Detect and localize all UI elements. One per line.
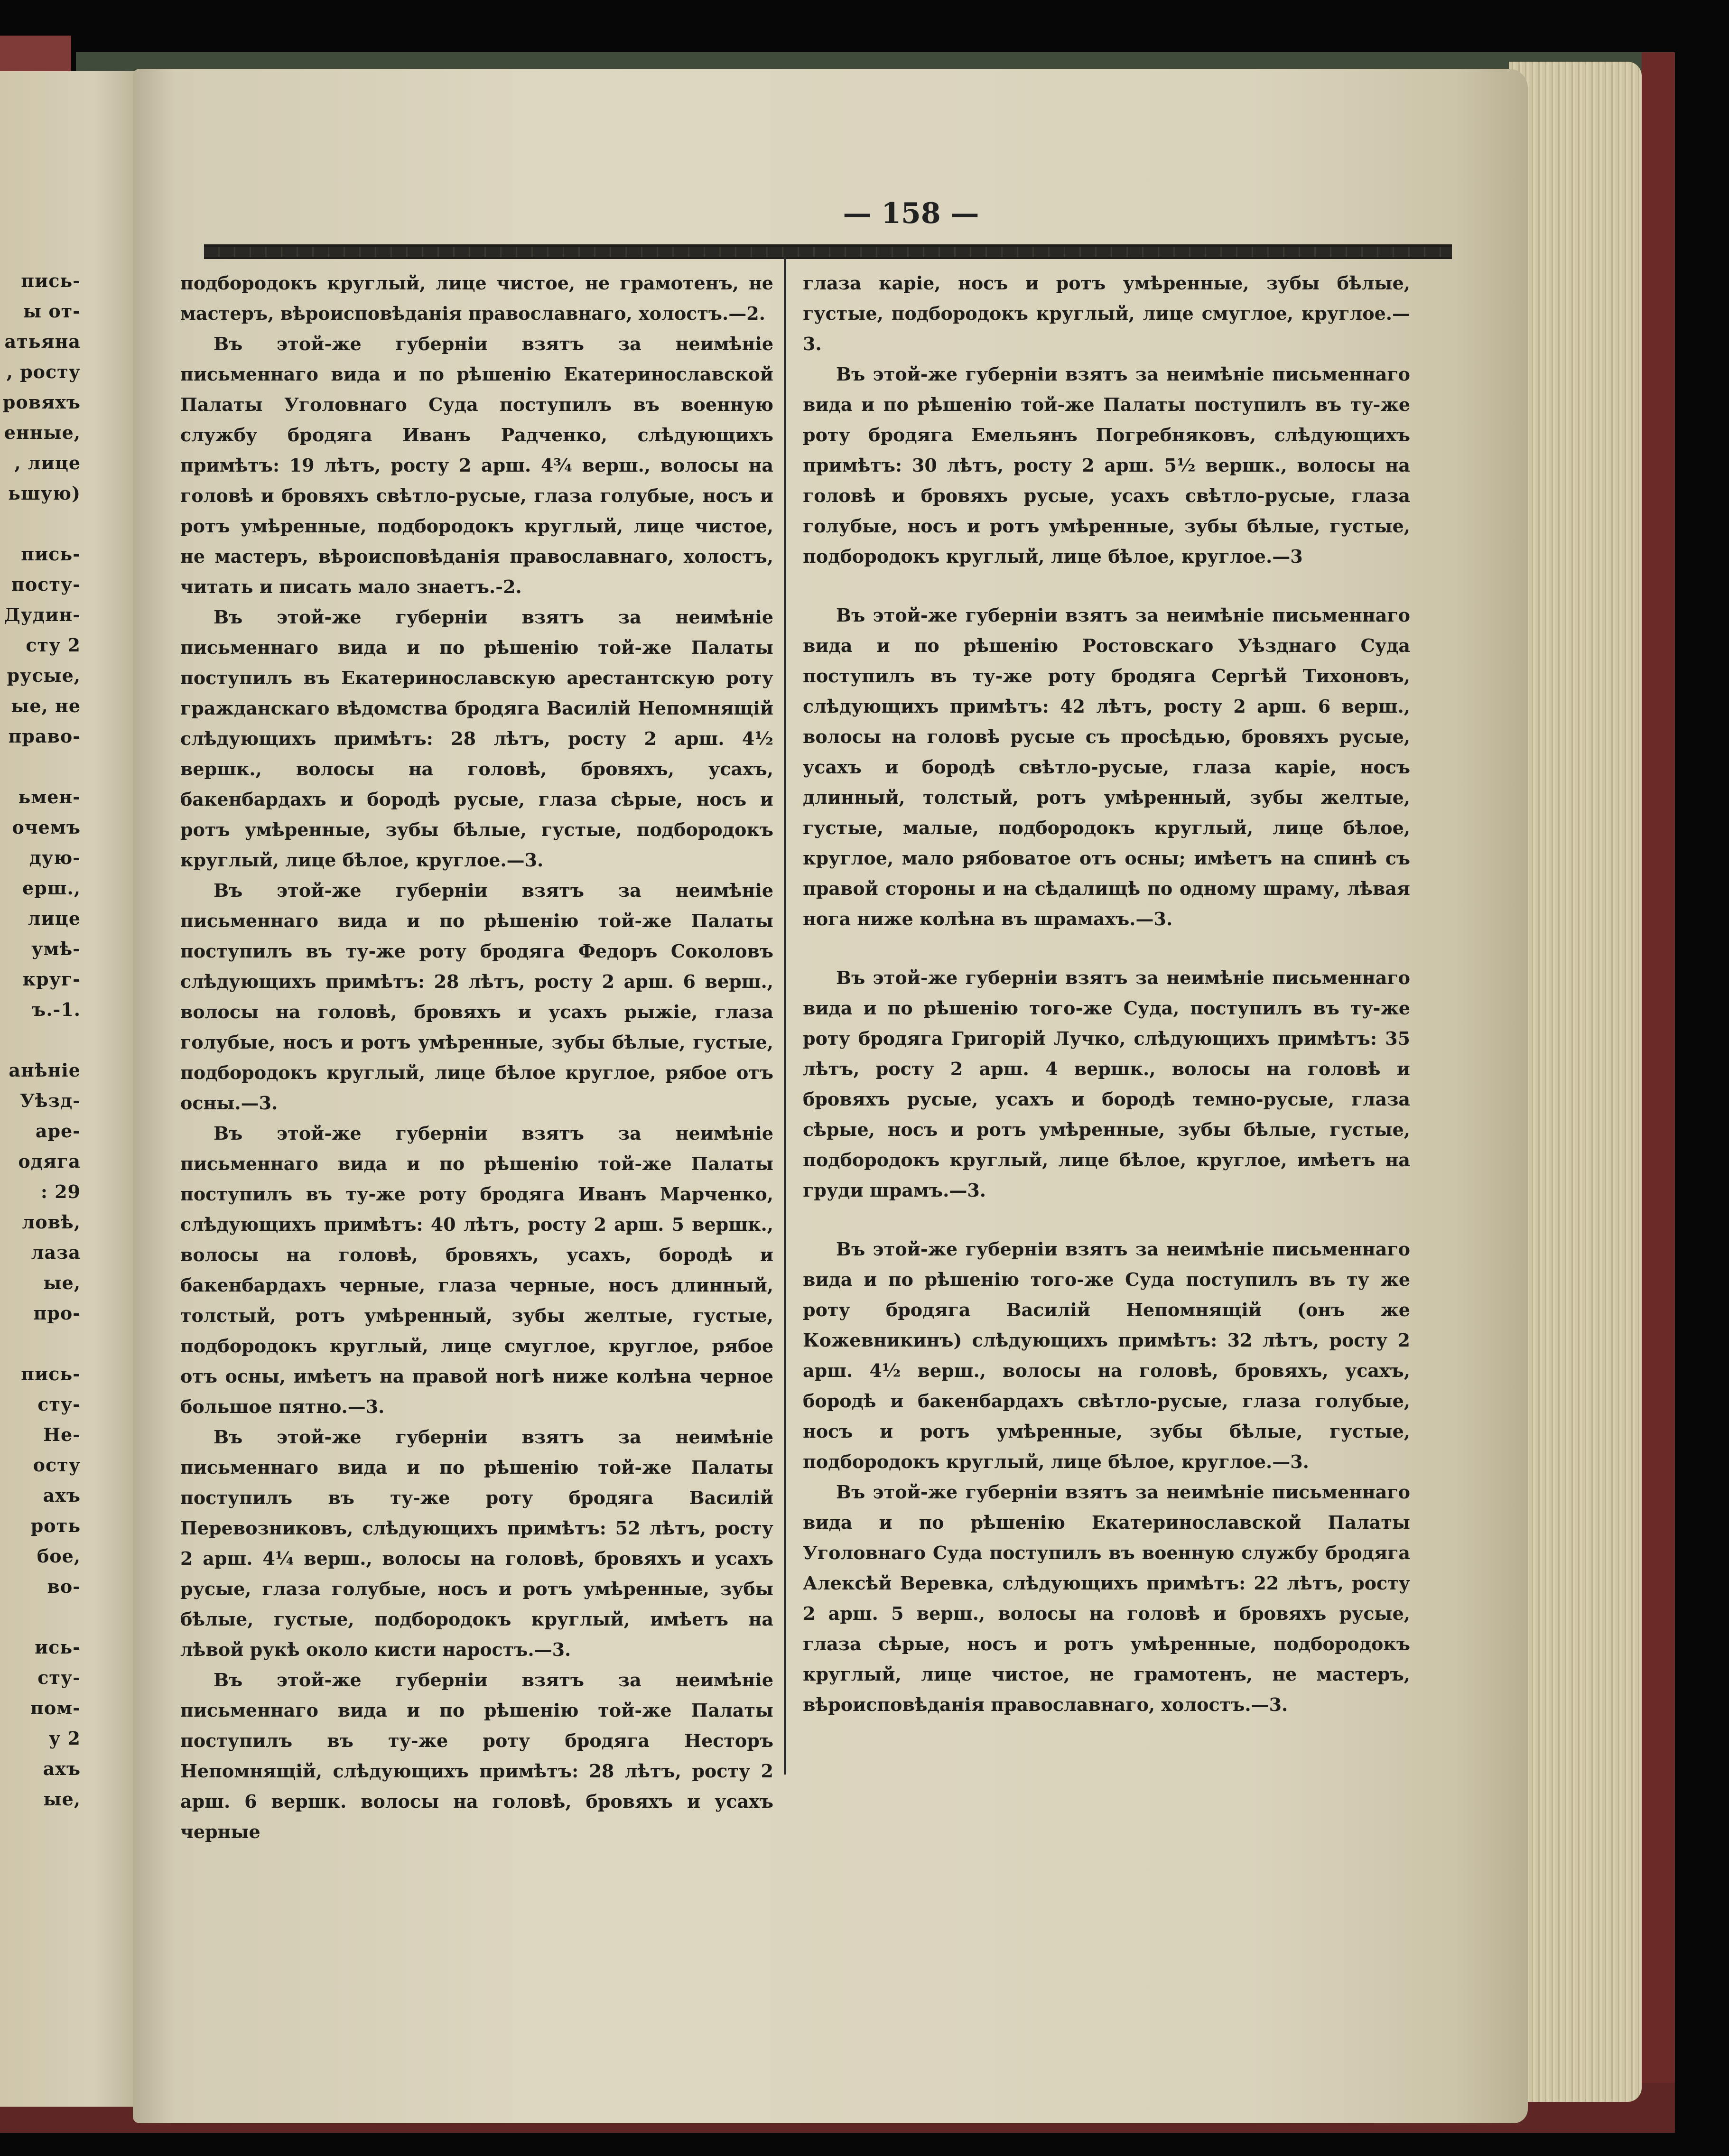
paragraph: Въ этой-же губерніи взятъ за неимѣніе письменнаго вида и по рѣшенію того-же Суда поступилъ въ ту же роту бродяга Василій Непомнящій (онъ же Кожевникинъ) слѣдующихъ примѣтъ: 32 лѣтъ, росту 2 арш. 4½ верш., волосы на головѣ, бровяхъ, усахъ, бородѣ и бакенбардахъ свѣтло-русые, глаза голубые, носъ и ротъ умѣренные, зубы бѣлые, густые, подбородокъ круглый, лице бѣлое, круглое.—3. xyxy=(803,1238,1410,1472)
paragraph: Въ этой-же губерніи взятъ за неимѣніе письменнаго вида и по рѣшенію того-же Суда, поступилъ въ ту-же роту бродяга Григорій Лучко, слѣдующихъ примѣтъ: 35 лѣтъ, росту 2 арш. 4 вершк., волосы на головѣ и бровяхъ русые, усахъ и бородѣ темно-русые, глаза сѣрые, носъ и ротъ умѣренные, зубы бѣлые, густые, подбородокъ круглый, лице бѣлое, круглое, имѣетъ на груди шрамъ.—3. xyxy=(803,967,1410,1201)
fragment-line: ые, xyxy=(43,1272,81,1293)
fragment-line: анѣніе xyxy=(9,1059,81,1081)
fragment-line: посту- xyxy=(11,574,81,595)
fragment-line: лице xyxy=(28,908,81,929)
fragment-line: круг- xyxy=(22,968,81,990)
column-divider xyxy=(784,256,786,1775)
fragment-line: аре- xyxy=(35,1120,81,1142)
fragment-line: енные, xyxy=(4,422,81,443)
fragment-line: , лице xyxy=(14,452,81,474)
paragraph: Въ этой-же губерніи взятъ за неимѣніе письменнаго вида и по рѣшенію той-же Палаты поступилъ въ ту-же роту бродяга Иванъ Марченко, слѣдующихъ примѣтъ: 40 лѣтъ, росту 2 арш. 5 вершк., волосы на головѣ, бровяхъ, усахъ, бородѣ и бакенбардахъ черные, глаза черные, носъ длинный, толстый, ротъ умѣренный, зубы желтые, густые, подбородокъ круглый, лице смуглое, круглое, рябое отъ осны, имѣетъ на правой ногѣ ниже колѣна черное большое пятно.—3. xyxy=(180,1123,773,1417)
left-page-text-fragment xyxy=(0,266,81,1814)
fragment-line: Дудин- xyxy=(4,604,81,625)
fragment-line: умѣ- xyxy=(31,938,81,959)
page-stack-edges xyxy=(1509,62,1642,2102)
paragraph-gap xyxy=(803,934,1410,963)
text-column-left xyxy=(180,268,773,1847)
fragment-gap xyxy=(0,1602,81,1632)
fragment-line: атьяна xyxy=(4,331,81,352)
fragment-line: лаза xyxy=(31,1242,81,1263)
fragment-line: ерш., xyxy=(22,877,81,899)
paragraph: Въ этой-же губерніи взятъ за неимѣніе письменнаго вида и по рѣшенію Екатеринославской Палаты Уголовнаго Суда поступилъ въ военную службу бродяга Иванъ Радченко, слѣдующихъ примѣтъ: 19 лѣтъ, росту 2 арш. 4¾ верш., волосы на головѣ и бровяхъ свѣтло-русые, глаза голубые, носъ и ротъ умѣренные, подбородокъ круглый, лице чистое, не мастеръ, вѣроисповѣданія православнаго, холостъ, читать и писать мало знаетъ.-2. xyxy=(180,333,773,597)
fragment-line: пом- xyxy=(30,1697,81,1719)
paragraph-gap xyxy=(803,572,1410,600)
fragment-line: пись- xyxy=(21,1363,81,1385)
fragment-line: право- xyxy=(8,725,81,747)
fragment-line: осту xyxy=(33,1454,81,1476)
fragment-line: ловѣ, xyxy=(22,1211,81,1233)
fragment-line: , росту xyxy=(6,361,81,382)
fragment-line: одяга xyxy=(18,1151,81,1172)
fragment-line: сту 2 xyxy=(26,634,81,656)
fragment-gap xyxy=(0,1329,81,1359)
paragraph: Въ этой-же губерніи взятъ за неимѣніе письменнаго вида и по рѣшенію той-же Палаты поступилъ въ ту-же роту бродяга Федоръ Соколовъ слѣдующихъ примѣтъ: 28 лѣтъ, росту 2 арш. 6 верш., волосы на головѣ, бровяхъ и усахъ рыжіе, глаза голубые, носъ и ротъ умѣренные, зубы бѣлые, густые, подбородокъ круглый, лице бѣлое круглое, рябое отъ осны.—3. xyxy=(180,880,773,1114)
header-rule xyxy=(204,244,1452,259)
fragment-line: ые, не xyxy=(11,695,81,716)
fragment-line: ы от- xyxy=(23,300,81,322)
paragraph: Въ этой-же губерніи взятъ за неимѣніе письменнаго вида и по рѣшенію Ростовскаго Уѣзднаго Суда поступилъ въ ту-же роту бродяга Сергѣй Тихоновъ, слѣдующихъ примѣтъ: 42 лѣтъ, росту 2 арш. 6 верш., волосы на головѣ русые съ просѣдью, бровяхъ русые, усахъ и бородѣ свѣтло-русые, глаза каріе, носъ длинный, толстый, ротъ умѣренный, зубы желтые, густые, малые, подбородокъ круглый, лице бѣлое, круглое, мало рябоватое отъ осны; имѣетъ на спинѣ съ правой стороны и на сѣдалищѣ по одному шраму, лѣвая нога ниже колѣна въ шрамахъ.—3. xyxy=(803,604,1410,929)
fragment-line: про- xyxy=(33,1302,81,1324)
text-column-right xyxy=(803,268,1410,1720)
fragment-line: у 2 xyxy=(49,1728,81,1749)
fragment-line: ьмен- xyxy=(18,786,81,808)
paragraph-gap xyxy=(803,1206,1410,1234)
paragraph: Въ этой-же губерніи взятъ за неимѣніе письменнаго вида и по рѣшенію Екатеринославской Палаты Уголовнаго Суда поступилъ въ военную службу бродяга Алексѣй Веревка, слѣдующихъ примѣтъ: 22 лѣтъ, росту 2 арш. 5 верш., волосы на головѣ и бровяхъ русые, глаза сѣрые, носъ и ротъ умѣренные, подбородокъ круглый, лице чистое, не грамотенъ, не мастеръ, вѣроисповѣданія православнаго, холостъ.—3. xyxy=(803,1481,1410,1715)
page-number: — 158 — xyxy=(843,197,979,230)
fragment-line: ые, xyxy=(43,1788,81,1810)
fragment-line: Не- xyxy=(43,1424,81,1445)
paragraph: Въ этой-же губерніи взятъ за неимѣніе письменнаго вида и по рѣшенію той-же Палаты поступилъ въ ту-же роту бродяга Емельянъ Погребняковъ, слѣдующихъ примѣтъ: 30 лѣтъ, росту 2 арш. 5½ вершк., волосы на головѣ и бровяхъ русые, усахъ свѣтло-русые, глаза голубые, носъ и ротъ умѣренные, зубы бѣлые, густые, подбородокъ круглый, лице бѣлое, круглое.—3 xyxy=(803,363,1410,567)
fragment-line: дую- xyxy=(29,847,81,868)
fragment-line: ахъ xyxy=(43,1758,81,1779)
continued-paragraph: подбородокъ круглый, лице чистое, не грамотенъ, не мастеръ, вѣроисповѣданія православнаго, холостъ.—2. xyxy=(180,272,773,324)
fragment-line: русые, xyxy=(7,665,81,686)
fragment-line: ьшую) xyxy=(8,483,81,504)
fragment-line: бое, xyxy=(37,1545,81,1567)
fragment-line: ъ.-1. xyxy=(32,999,81,1020)
fragment-line: пись- xyxy=(21,270,81,291)
fragment-line: Уѣзд- xyxy=(20,1090,81,1111)
fragment-line: во- xyxy=(47,1576,81,1597)
fragment-gap xyxy=(0,509,81,539)
fragment-line: сту- xyxy=(37,1394,81,1415)
fragment-line: пись- xyxy=(21,543,81,565)
right-page xyxy=(133,69,1528,2123)
fragment-line: : 29 xyxy=(40,1181,81,1202)
fragment-gap xyxy=(0,752,81,782)
paragraph: Въ этой-же губерніи взятъ за неимѣніе письменнаго вида и по рѣшенію той-же Палаты поступилъ въ ту-же роту бродяга Несторъ Непомнящій, слѣдующихъ примѣтъ: 28 лѣтъ, росту 2 арш. 6 вершк. волосы на головѣ, бровяхъ и усахъ черные xyxy=(180,1669,773,1842)
paragraph: Въ этой-же губерніи взятъ за неимѣніе письменнаго вида и по рѣшенію той-же Палаты поступилъ въ Екатеринославскую арестантскую роту гражданскаго вѣдомства бродяга Василій Непомнящій слѣдующихъ примѣтъ: 28 лѣтъ, росту 2 арш. 4½ вершк., волосы на головѣ, бровяхъ, усахъ, бакенбардахъ и бородѣ русые, глаза сѣрые, носъ и ротъ умѣренные, зубы бѣлые, густые, подбородокъ круглый, лице бѣлое, круглое.—3. xyxy=(180,606,773,871)
continued-paragraph: глаза каріе, носъ и ротъ умѣренные, зубы бѣлые, густые, подбородокъ круглый, лице смуглое, круглое.—3. xyxy=(803,272,1410,354)
paragraph: Въ этой-же губерніи взятъ за неимѣніе письменнаго вида и по рѣшенію той-же Палаты поступилъ въ ту-же роту бродяга Василій Перевозниковъ, слѣдующихъ примѣтъ: 52 лѣтъ, росту 2 арш. 4¼ верш., волосы на головѣ, бровяхъ и усахъ русые, глаза голубые, носъ и ротъ умѣренные, зубы бѣлые, густые, подбородокъ круглый, имѣетъ на лѣвой рукѣ около кисти наростъ.—3. xyxy=(180,1426,773,1660)
fragment-line: сту- xyxy=(37,1667,81,1688)
book-cover-top-edge xyxy=(76,52,1642,71)
fragment-line: ись- xyxy=(35,1636,81,1658)
fragment-line: ровяхъ xyxy=(2,391,81,413)
fragment-line: роть xyxy=(30,1515,81,1536)
fragment-line: ахъ xyxy=(43,1485,81,1506)
fragment-line: очемъ xyxy=(12,817,81,838)
fragment-gap xyxy=(0,1025,81,1055)
